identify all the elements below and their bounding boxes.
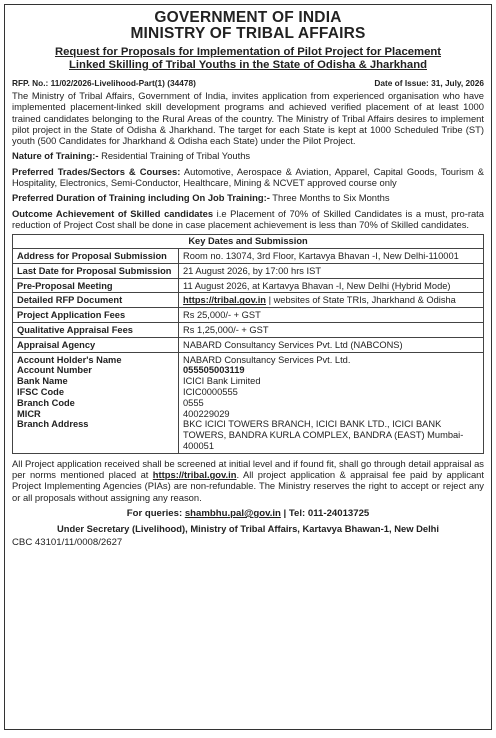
rfp-title-line-2: Linked Skilling of Tribal Youths in the State of Odisha & Jharkhand bbox=[69, 59, 427, 71]
app-fees-label: Project Application Fees bbox=[13, 308, 179, 323]
notice-page bbox=[4, 4, 492, 730]
table-heading: Key Dates and Submission bbox=[13, 235, 484, 249]
nature-of-training bbox=[12, 150, 484, 161]
header-line-1: GOVERNMENT OF INDIA bbox=[154, 9, 342, 26]
footer-part-2: . All project application & appraisal fee paid by applicant Project Implementing Agencies (PIAs) are non-refundable. The Ministry reserves the right to accept or reject any or all proposals without assigning any reason. bbox=[12, 469, 484, 503]
preferred-duration bbox=[12, 192, 484, 203]
table-row bbox=[13, 263, 484, 278]
holder-label: Account Holder's Name bbox=[17, 354, 122, 365]
queries-tel: | Tel: 011-24013725 bbox=[280, 508, 370, 519]
account-label: Account Number bbox=[17, 365, 92, 376]
account-value: 055505003119 bbox=[183, 365, 245, 376]
last-date-label: Last Date for Proposal Submission bbox=[13, 263, 179, 278]
holder-value: NABARD Consultancy Services Pvt. Ltd. bbox=[183, 354, 351, 365]
trades-value: Automotive, Aerospace & Aviation, Apparel, Capital Goods, Tourism & Hospitality, Electronics, Semi-Conductor, Healthcare, Mining & NCVET approved course only bbox=[12, 165, 484, 189]
bank-name-label: Bank Name bbox=[17, 376, 68, 387]
tribal-website-link[interactable]: https://tribal.gov.in bbox=[183, 295, 266, 306]
ifsc-label: IFSC Code bbox=[17, 387, 65, 398]
outcome-label: Outcome Achievement of Skilled candidates bbox=[12, 207, 214, 219]
outcome-value: i.e Placement of 70% of Skilled Candidates is a must, pro-rata reduction of Project Cost shall be done in case placement achievement is less than 70% of Skilled candidates. bbox=[12, 207, 484, 230]
rfp-number: RFP. No.: 11/02/2026-Livelihood-Part(1) (34478) bbox=[12, 78, 196, 88]
footer-part-1: All Project application received shall be screened at initial level and if found fit, shall go through detail appraisal as per norms mentioned placed at bbox=[12, 457, 484, 481]
micr-value: 400229029 bbox=[183, 408, 230, 419]
table-row bbox=[13, 323, 484, 338]
key-dates-table bbox=[12, 234, 484, 454]
queries-line bbox=[12, 508, 484, 519]
rfp-title-line-1: Request for Proposals for Implementation of Pilot Project for Placement bbox=[54, 46, 442, 58]
last-date-value: 21 August 2026, by 17:00 hrs IST bbox=[179, 263, 484, 278]
rfp-meta-row bbox=[12, 78, 484, 88]
outcome-achievement bbox=[12, 208, 484, 231]
table-row bbox=[13, 308, 484, 323]
agency-value: NABARD Consultancy Services Pvt. Ltd (NABCONS) bbox=[179, 337, 484, 352]
bank-labels bbox=[13, 352, 179, 453]
header-line-2: MINISTRY OF TRIBAL AFFAIRS bbox=[130, 25, 366, 42]
table-row bbox=[13, 337, 484, 352]
table-heading-row bbox=[13, 235, 484, 249]
footer-tribal-link[interactable]: https://tribal.gov.in bbox=[152, 469, 237, 481]
address-label: Address for Proposal Submission bbox=[13, 249, 179, 264]
branch-code-label: Branch Code bbox=[17, 397, 75, 408]
rfp-doc-label: Detailed RFP Document bbox=[13, 293, 179, 308]
micr-label: MICR bbox=[17, 408, 41, 419]
trades-label: Preferred Trades/Sectors & Courses: bbox=[12, 165, 181, 177]
address-value: Room no. 13074, 3rd Floor, Kartavya Bhavan -I, New Delhi-110001 bbox=[179, 249, 484, 264]
nature-value: Residential Training of Tribal Youths bbox=[98, 150, 251, 162]
pre-proposal-label: Pre-Proposal Meeting bbox=[13, 278, 179, 293]
cbc-number: CBC 43101/11/0008/2627 bbox=[12, 537, 123, 548]
duration-label: Preferred Duration of Training including On Job Training:- bbox=[12, 192, 270, 204]
queries-label: For queries: bbox=[126, 508, 185, 519]
bank-values bbox=[179, 352, 484, 453]
table-row bbox=[13, 278, 484, 293]
rfp-title bbox=[12, 46, 484, 72]
pre-proposal-value: 11 August 2026, at Kartavya Bhavan -I, New Delhi (Hybrid Mode) bbox=[179, 278, 484, 293]
qual-fees-label: Qualitative Appraisal Fees bbox=[13, 323, 179, 338]
bank-details-row bbox=[13, 352, 484, 453]
ifsc-value: ICIC0000555 bbox=[183, 387, 238, 398]
nature-label: Nature of Training:- bbox=[12, 150, 99, 162]
preferred-trades bbox=[12, 166, 484, 189]
table-row bbox=[13, 293, 484, 308]
queries-email-link[interactable]: shambhu.pal@gov.in bbox=[184, 508, 281, 519]
rfp-doc-rest: | websites of State TRIs, Jharkhand & Odisha bbox=[265, 295, 456, 306]
footer-paragraph bbox=[12, 458, 484, 503]
branch-address-value: BKC ICICI TOWERS BRANCH, ICICI BANK LTD., ICICI BANK TOWERS, BANDRA KURLA COMPLEX, BANDRA (EAST) Mumbai-400051 bbox=[183, 419, 464, 452]
intro-paragraph: The Ministry of Tribal Affairs, Government of India, invites application from experienced organisation who have implemented placement-linked skill development programs and achieved verified placement of at least 1000 trained candidates belonging to the Rural Areas of the country. The Ministry of Tribal Affairs desires to implement pilot project in the State of Odisha & Jharkhand. The target for each State is kept at 1000 Scheduled Tribe (ST) youth (500 Candidates for Jharkhand & Odisha each State) under the Pilot Project. bbox=[12, 90, 484, 147]
issue-date: Date of Issue: 31, July, 2026 bbox=[374, 78, 484, 88]
app-fees-value: Rs 25,000/- + GST bbox=[179, 308, 484, 323]
bank-name-value: ICICI Bank Limited bbox=[183, 376, 261, 387]
rfp-doc-value bbox=[179, 293, 484, 308]
qual-fees-value: Rs 1,25,000/- + GST bbox=[179, 323, 484, 338]
under-secretary-line: Under Secretary (Livelihood), Ministry of Tribal Affairs, Kartavya Bhawan-1, New Delhi bbox=[56, 523, 440, 534]
branch-code-value: 0555 bbox=[183, 397, 204, 408]
branch-address-label: Branch Address bbox=[17, 419, 89, 430]
table-row bbox=[13, 249, 484, 264]
agency-label: Appraisal Agency bbox=[13, 337, 179, 352]
duration-value: Three Months to Six Months bbox=[269, 192, 390, 204]
